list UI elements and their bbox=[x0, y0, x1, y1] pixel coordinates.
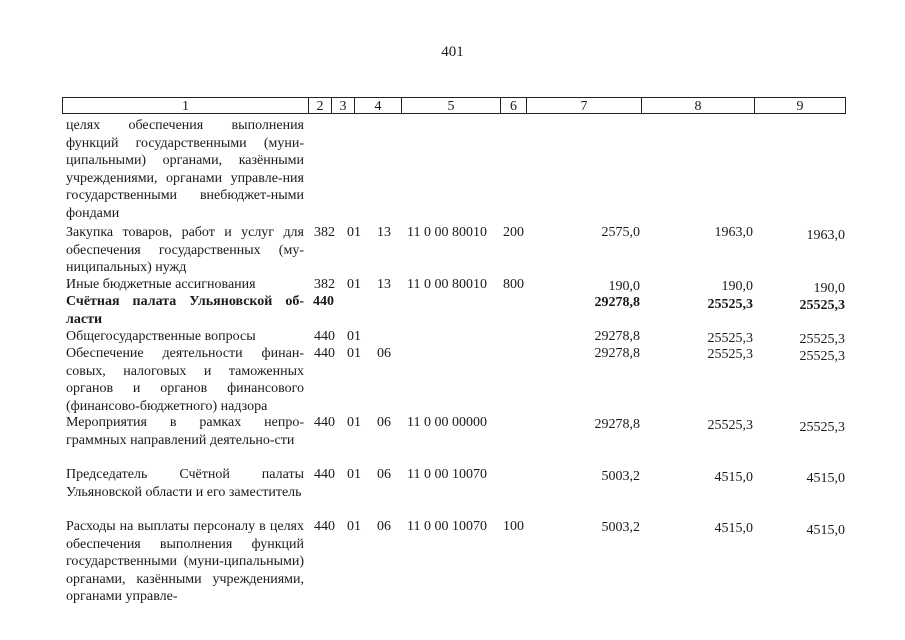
row-description: Закупка товаров, работ и услуг для обеспечения государственных (му-ниципальных) нужд bbox=[66, 225, 304, 275]
row-expense-type: 200 bbox=[503, 225, 524, 240]
row-amount-2: 4515,0 bbox=[714, 521, 753, 536]
row-amount-2: 1963,0 bbox=[714, 225, 753, 240]
row-section: 01 bbox=[347, 415, 361, 430]
header-col-1: 1 bbox=[62, 97, 309, 114]
row-amount-2: 25525,3 bbox=[707, 331, 753, 346]
row-ministry: 382 bbox=[314, 225, 335, 240]
row-amount-3: 4515,0 bbox=[806, 523, 845, 538]
row-amount-2: 25525,3 bbox=[707, 297, 753, 312]
row-section: 01 bbox=[347, 329, 361, 344]
page-number: 401 bbox=[441, 44, 464, 60]
row-ministry: 440 bbox=[314, 329, 335, 344]
row-section: 01 bbox=[347, 346, 361, 361]
row-subsection: 13 bbox=[377, 225, 391, 240]
row-ministry: 382 bbox=[314, 277, 335, 292]
row-amount-3: 25525,3 bbox=[799, 298, 845, 313]
row-target-code: 11 0 00 80010 bbox=[407, 225, 487, 240]
row-target-code: 11 0 00 80010 bbox=[407, 277, 487, 292]
row-amount-2: 25525,3 bbox=[707, 418, 753, 433]
row-amount-2: 4515,0 bbox=[714, 470, 753, 485]
row-description: Мероприятия в рамках непро-граммных направлений деятельно-сти bbox=[66, 415, 304, 448]
row-description: Иные бюджетные ассигнования bbox=[66, 277, 256, 292]
row-amount-1: 2575,0 bbox=[601, 225, 640, 240]
row-target-code: 11 0 00 10070 bbox=[407, 519, 487, 534]
row-section: 01 bbox=[347, 277, 361, 292]
header-col-7: 7 bbox=[526, 97, 642, 114]
row-amount-1: 29278,8 bbox=[594, 417, 640, 432]
row-ministry: 440 bbox=[314, 346, 335, 361]
row-amount-2: 25525,3 bbox=[707, 347, 753, 362]
row-ministry: 440 bbox=[313, 294, 334, 309]
row-subsection: 06 bbox=[377, 467, 391, 482]
row-section: 01 bbox=[347, 467, 361, 482]
row-target-code: 11 0 00 00000 bbox=[407, 415, 487, 430]
row-subsection: 06 bbox=[377, 346, 391, 361]
row-description: Расходы на выплаты персоналу в целях обеспечения выполнения функций государственными (муни-ципальными) органами, казёнными учреждениями, органами управле- bbox=[66, 519, 304, 604]
header-col-5: 5 bbox=[401, 97, 501, 114]
row-section: 01 bbox=[347, 519, 361, 534]
row-amount-3: 4515,0 bbox=[806, 471, 845, 486]
row-description: Председатель Счётной палаты Ульяновской области и его заместитель bbox=[66, 467, 304, 500]
row-expense-type: 800 bbox=[503, 277, 524, 292]
row-subsection: 13 bbox=[377, 277, 391, 292]
continuation-text: целях обеспечения выполнения функций государственными (муни-ципальными) органами, казёнными учреждениями, органами управле-ния государственными внебюджет-ными фондами bbox=[66, 118, 304, 221]
row-description: Счётная палата Ульяновской об-ласти bbox=[66, 294, 304, 327]
header-col-2: 2 bbox=[308, 97, 332, 114]
row-amount-1: 29278,8 bbox=[594, 346, 640, 361]
row-expense-type: 100 bbox=[503, 519, 524, 534]
header-col-6: 6 bbox=[500, 97, 527, 114]
header-col-4: 4 bbox=[354, 97, 402, 114]
row-amount-3: 190,0 bbox=[813, 281, 845, 296]
row-amount-3: 25525,3 bbox=[799, 420, 845, 435]
row-amount-1: 5003,2 bbox=[601, 520, 640, 535]
header-col-3: 3 bbox=[331, 97, 355, 114]
table-header bbox=[62, 97, 846, 116]
row-ministry: 440 bbox=[314, 519, 335, 534]
row-amount-3: 25525,3 bbox=[799, 349, 845, 364]
row-amount-3: 1963,0 bbox=[806, 228, 845, 243]
row-amount-1: 190,0 bbox=[608, 279, 640, 294]
row-amount-1: 29278,8 bbox=[594, 295, 640, 310]
header-col-8: 8 bbox=[641, 97, 755, 114]
row-ministry: 440 bbox=[314, 467, 335, 482]
row-ministry: 440 bbox=[314, 415, 335, 430]
row-amount-3: 25525,3 bbox=[799, 332, 845, 347]
row-description: Обеспечение деятельности финан-совых, налоговых и таможенных органов и органов финансового (финансово-бюджетного) надзора bbox=[66, 346, 304, 414]
row-subsection: 06 bbox=[377, 415, 391, 430]
row-amount-2: 190,0 bbox=[721, 279, 753, 294]
row-amount-1: 5003,2 bbox=[601, 469, 640, 484]
row-target-code: 11 0 00 10070 bbox=[407, 467, 487, 482]
row-subsection: 06 bbox=[377, 519, 391, 534]
row-section: 01 bbox=[347, 225, 361, 240]
row-description: Общегосударственные вопросы bbox=[66, 329, 256, 344]
header-col-9: 9 bbox=[754, 97, 846, 114]
row-amount-1: 29278,8 bbox=[594, 329, 640, 344]
